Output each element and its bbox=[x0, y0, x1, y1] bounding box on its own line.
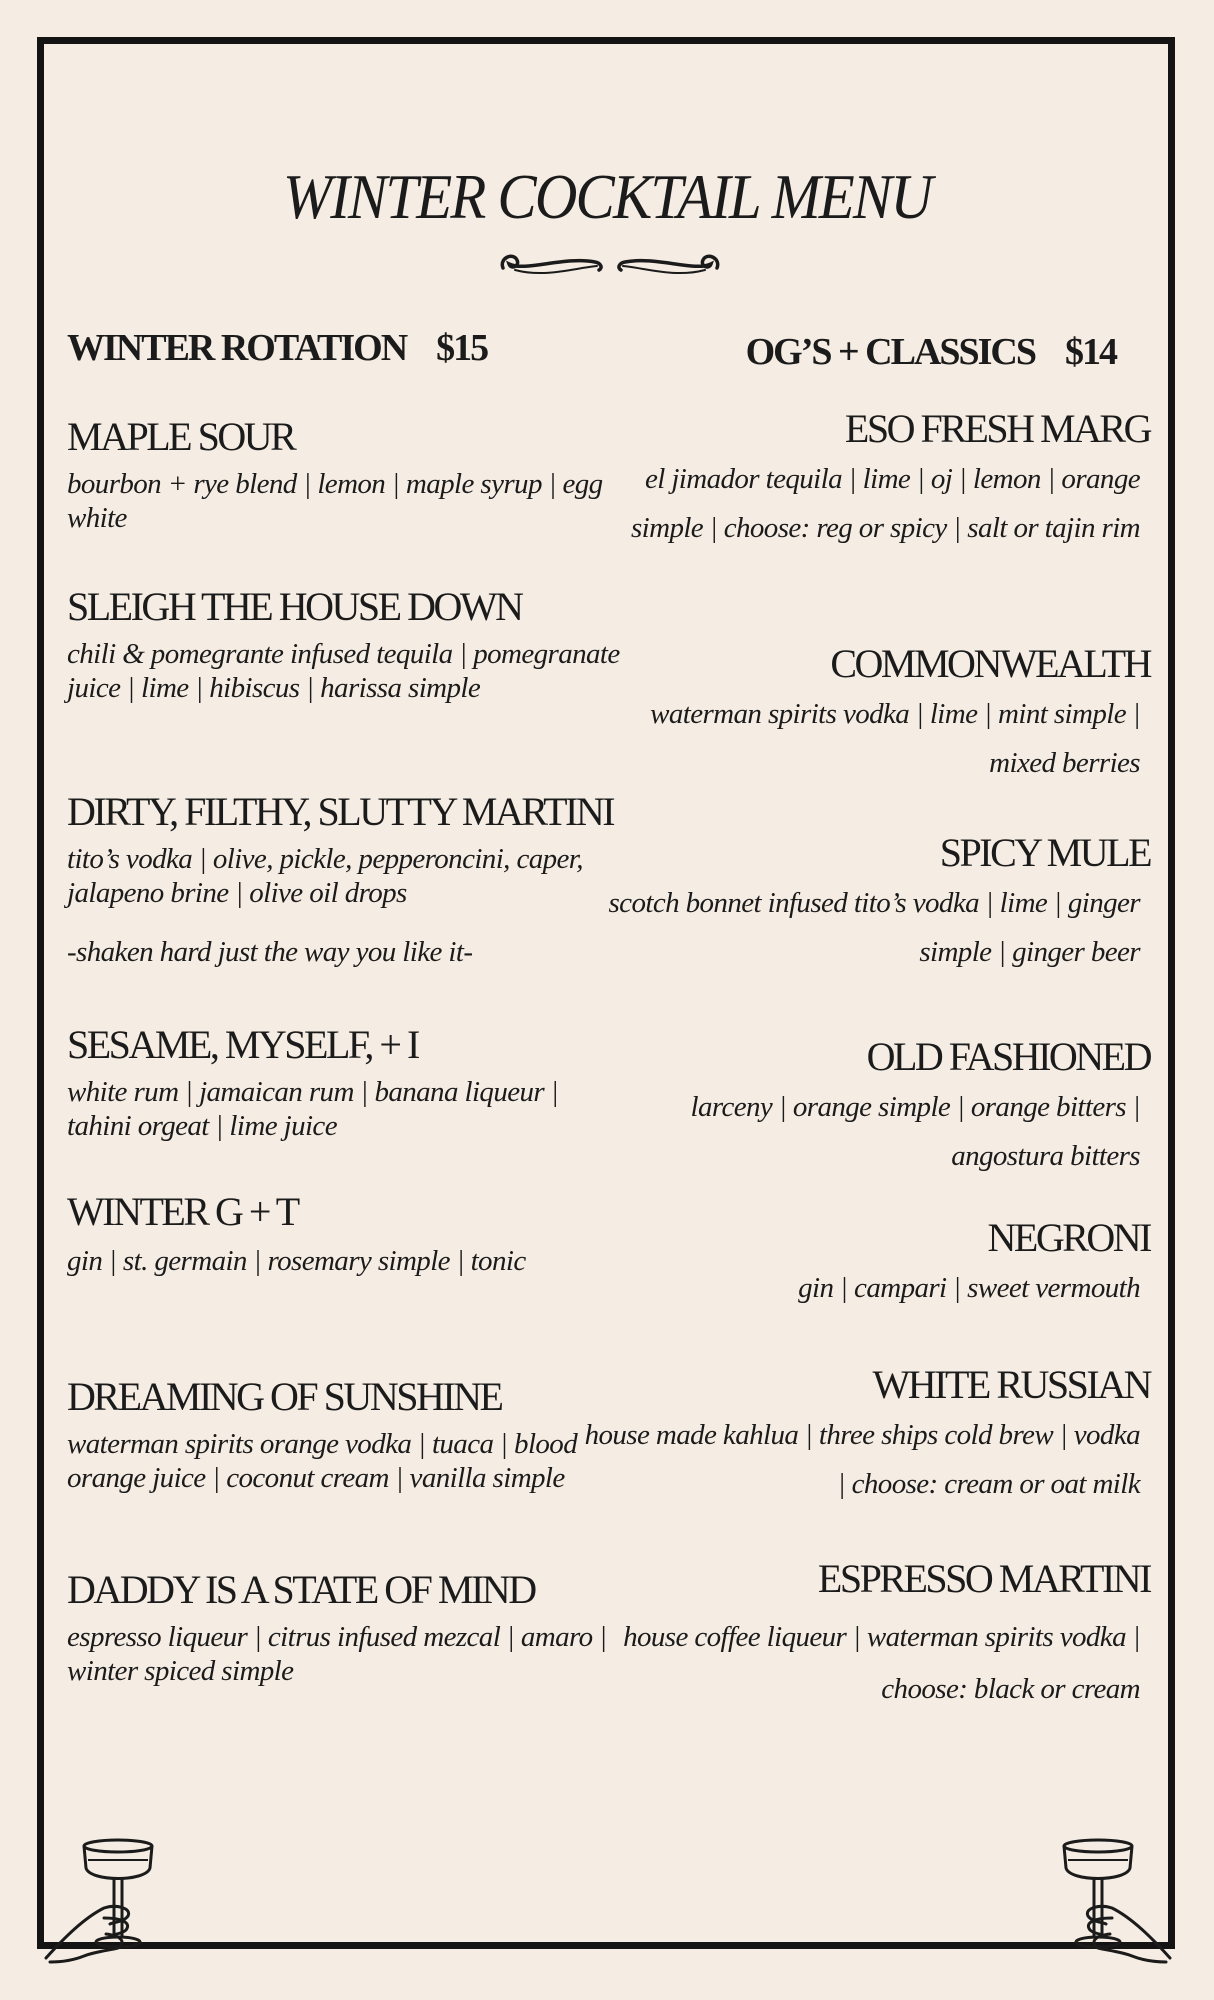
menu-item bbox=[580, 830, 1150, 977]
cocktail-name: DADDY IS A STATE OF MIND bbox=[67, 1567, 535, 1612]
menu-item bbox=[580, 641, 1150, 788]
winter-rotation-label: WINTER ROTATION bbox=[67, 327, 407, 369]
classics-price: $14 bbox=[1065, 331, 1116, 373]
menu-item bbox=[67, 415, 627, 535]
cocktail-name: SPICY MULE bbox=[939, 830, 1150, 875]
cocktail-description: bourbon + rye blend | lemon | maple syrup | egg white bbox=[67, 468, 603, 534]
cocktail-name: NEGRONI bbox=[987, 1215, 1150, 1260]
winter-rotation-heading bbox=[67, 326, 487, 370]
cocktail-name: SESAME, MYSELF, + I bbox=[67, 1022, 418, 1067]
winter-rotation-price: $15 bbox=[436, 327, 488, 369]
menu-item bbox=[67, 1023, 627, 1143]
menu-item bbox=[580, 1215, 1150, 1313]
cocktail-glass-hand-icon bbox=[1052, 1838, 1172, 1968]
menu-item bbox=[580, 1362, 1150, 1509]
cocktail-description: gin | campari | sweet vermouth bbox=[798, 1272, 1140, 1304]
menu-item bbox=[580, 406, 1150, 553]
cocktail-name: SLEIGH THE HOUSE DOWN bbox=[67, 584, 522, 629]
cocktail-description: gin | st. germain | rosemary simple | tonic bbox=[67, 1245, 526, 1277]
menu-item bbox=[580, 1556, 1150, 1715]
cocktail-name: ESO FRESH MARG bbox=[844, 406, 1150, 451]
cocktail-name: OLD FASHIONED bbox=[866, 1034, 1150, 1079]
cocktail-description: waterman spirits vodka | lime | mint simple | mixed berries bbox=[650, 698, 1140, 779]
cocktail-note: -shaken hard just the way you like it- bbox=[67, 936, 473, 968]
cocktail-name: ESPRESSO MARTINI bbox=[817, 1556, 1150, 1601]
cocktail-description: espresso liqueur | citrus infused mezcal | amaro | winter spiced simple bbox=[67, 1621, 607, 1687]
menu-item bbox=[67, 1375, 627, 1495]
menu-item bbox=[67, 1190, 627, 1280]
cocktail-description: chili & pomegrante infused tequila | pomegranate juice | lime | hibiscus | harissa simple bbox=[67, 638, 620, 704]
cocktail-description: tito’s vodka | olive, pickle, pepperoncini, caper, jalapeno brine | olive oil drops bbox=[67, 843, 583, 909]
menu-title: WINTER COCKTAIL MENU bbox=[282, 161, 932, 232]
cocktail-name: MAPLE SOUR bbox=[67, 414, 295, 459]
cocktail-name: DIRTY, FILTHY, SLUTTY MARTINI bbox=[67, 789, 614, 834]
cocktail-description: scotch bonnet infused tito’s vodka | lime | ginger simple | ginger beer bbox=[608, 887, 1140, 968]
menu-item bbox=[67, 790, 627, 969]
cocktail-description: el jimador tequila | lime | oj | lemon | orange simple | choose: reg or spicy | salt or tajin rim bbox=[630, 463, 1140, 544]
cocktail-name: WINTER G + T bbox=[67, 1189, 298, 1234]
cocktail-description: waterman spirits orange vodka | tuaca | blood orange juice | coconut cream | vanilla simple bbox=[67, 1428, 578, 1494]
classics-label: OG’S + CLASSICS bbox=[745, 331, 1035, 373]
menu-item bbox=[67, 1568, 627, 1688]
cocktail-name: DREAMING OF SUNSHINE bbox=[67, 1374, 502, 1419]
menu-item bbox=[67, 585, 627, 705]
cocktail-description: house coffee liqueur | waterman spirits vodka | choose: black or cream bbox=[623, 1621, 1140, 1705]
menu-item bbox=[580, 1034, 1150, 1181]
flourish-ornament-icon bbox=[495, 246, 725, 286]
cocktail-name: COMMONWEALTH bbox=[830, 641, 1150, 686]
cocktail-glass-hand-icon bbox=[44, 1838, 164, 1968]
classics-heading bbox=[746, 330, 1116, 374]
cocktail-description: white rum | jamaican rum | banana liqueur | tahini orgeat | lime juice bbox=[67, 1076, 559, 1142]
cocktail-description: house made kahlua | three ships cold brew | vodka | choose: cream or oat milk bbox=[584, 1419, 1140, 1500]
cocktail-description: larceny | orange simple | orange bitters | angostura bitters bbox=[690, 1091, 1140, 1172]
cocktail-name: WHITE RUSSIAN bbox=[872, 1362, 1150, 1407]
